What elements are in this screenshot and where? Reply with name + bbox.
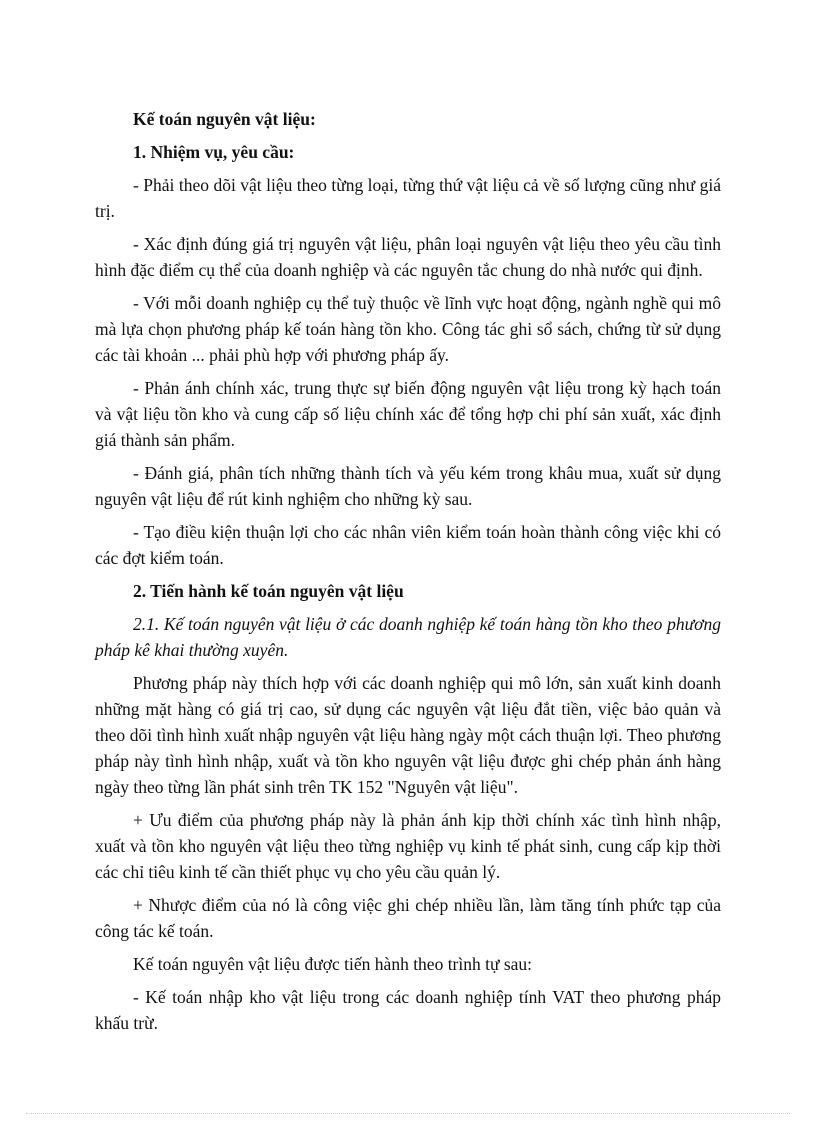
paragraph: - Xác định đúng giá trị nguyên vật liệu, phân loại nguyên vật liệu theo yêu cầu tình hình đặc điểm cụ thể của doanh nghiệp và các nguyên tắc chung do nhà nước qui định. [95, 234, 721, 280]
paragraph: - Phản ánh chính xác, trung thực sự biến động nguyên vật liệu trong kỳ hạch toán và vật liệu tồn kho và cung cấp số liệu chính xác để tổng hợp chi phí sản xuất, xác định giá thành sản phẩm. [95, 378, 721, 450]
document-page [95, 106, 721, 1043]
paragraph: - Với mỗi doanh nghiệp cụ thể tuỳ thuộc về lĩnh vực hoạt động, ngành nghề qui mô mà lựa chọn phương pháp kế toán hàng tồn kho. Công tác ghi sổ sách, chứng từ sử dụng các tài khoản ... phải phù hợp với phương pháp ấy. [95, 293, 721, 365]
paragraph: - Tạo điều kiện thuận lợi cho các nhân viên kiểm toán hoàn thành công việc khi có các đợt kiểm toán. [95, 522, 721, 568]
paragraph: + Ưu điểm của phương pháp này là phản ánh kịp thời chính xác tình hình nhập, xuất và tồn kho nguyên vật liệu theo từng nghiệp vụ kinh tế phát sinh, cung cấp kịp thời các chỉ tiêu kinh tế cần thiết phục vụ cho yêu cầu quản lý. [95, 810, 721, 882]
paragraph: - Kế toán nhập kho vật liệu trong các doanh nghiệp tính VAT theo phương pháp khấu trừ. [95, 987, 721, 1033]
paragraph: Kế toán nguyên vật liệu được tiến hành theo trình tự sau: [133, 954, 533, 974]
paragraph: - Phải theo dõi vật liệu theo từng loại, từng thứ vật liệu cả về số lượng cũng như giá trị. [95, 175, 721, 221]
section-1-heading: 1. Nhiệm vụ, yêu cầu: [133, 142, 295, 162]
paragraph: + Nhược điểm của nó là công việc ghi chép nhiều lần, làm tăng tính phức tạp của công tác kế toán. [95, 895, 721, 941]
section-2-heading: 2. Tiến hành kế toán nguyên vật liệu [133, 581, 404, 601]
document-title: Kế toán nguyên vật liệu: [133, 109, 316, 129]
subsection-2-1-heading: 2.1. Kế toán nguyên vật liệu ở các doanh nghiệp kế toán hàng tồn kho theo phương pháp kê khai thường xuyên. [95, 614, 721, 660]
paragraph: Phương pháp này thích hợp với các doanh nghiệp qui mô lớn, sản xuất kinh doanh những mặt hàng có giá trị cao, sử dụng các nguyên vật liệu đắt tiền, việc bảo quản và theo dõi tình hình xuất nhập nguyên vật liệu hàng ngày một cách thuận lợi. Theo phương pháp này tình hình nhập, xuất và tồn kho nguyên vật liệu được ghi chép phản ánh hàng ngày theo từng lần phát sinh trên TK 152 "Nguyên vật liệu". [95, 673, 721, 797]
paragraph: - Đánh giá, phân tích những thành tích và yếu kém trong khâu mua, xuất sử dụng nguyên vật liệu để rút kinh nghiệm cho những kỳ sau. [95, 463, 721, 509]
page-bottom-divider [26, 1113, 790, 1114]
